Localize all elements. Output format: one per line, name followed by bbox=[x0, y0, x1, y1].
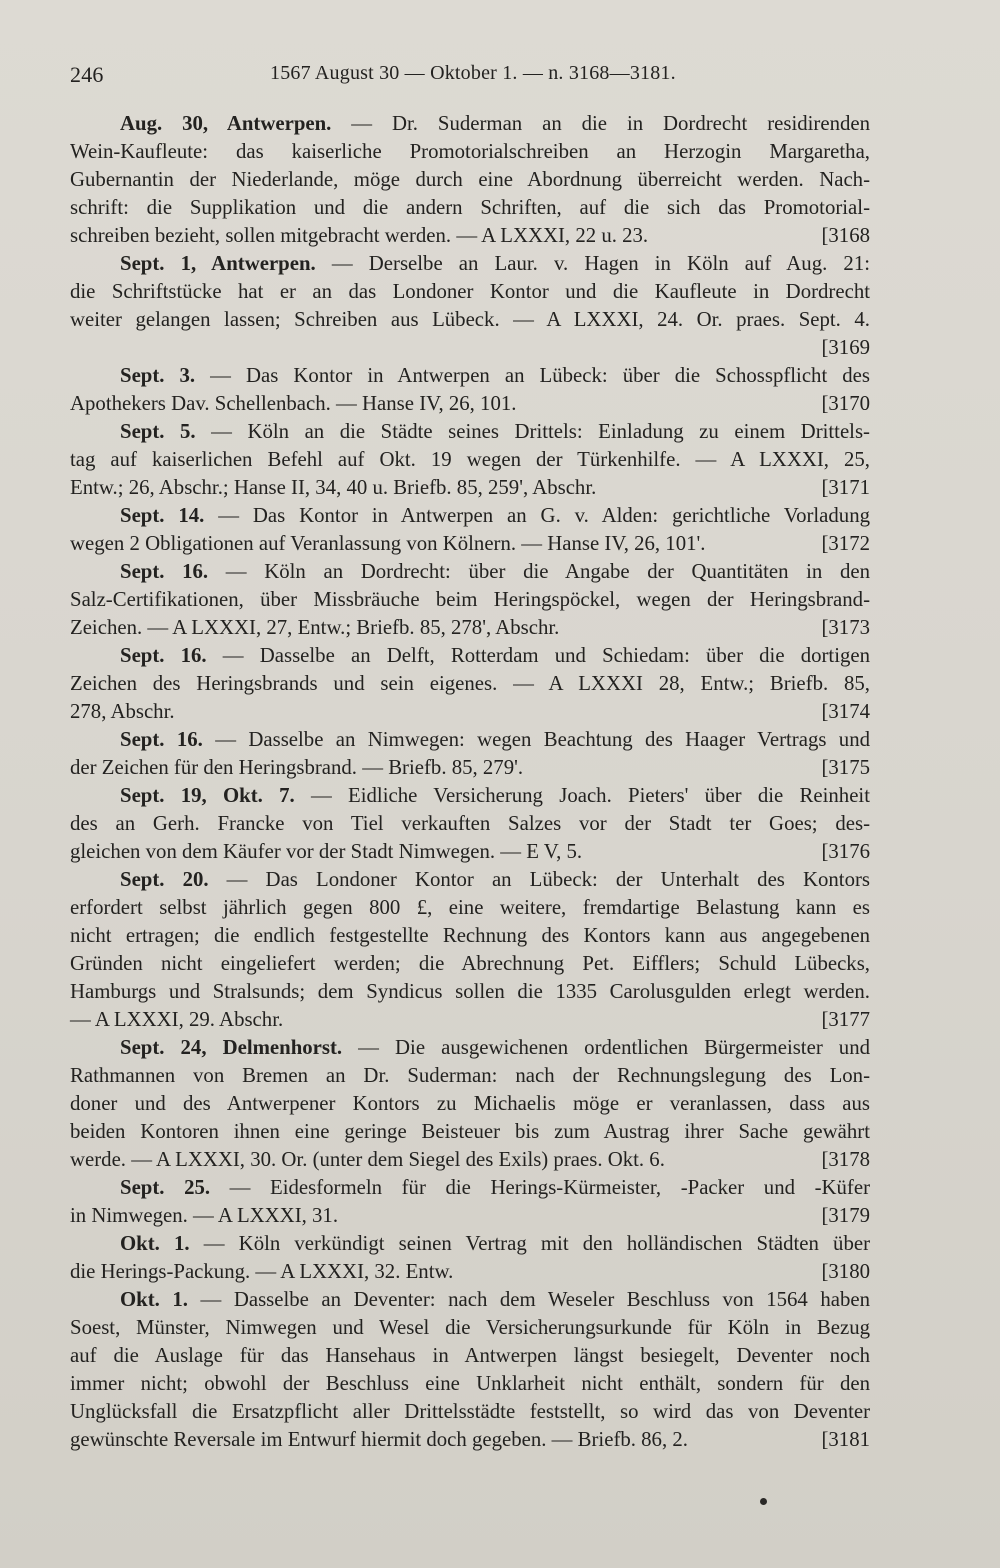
entry-line bbox=[70, 1370, 870, 1398]
entry-line bbox=[70, 278, 870, 306]
entry-number: [3169 bbox=[821, 336, 870, 359]
entry-first-line bbox=[70, 502, 870, 530]
entry-line bbox=[70, 838, 870, 866]
entry-date: Sept. 24, Delmenhorst. bbox=[120, 1036, 343, 1059]
entry-text: — Dr. Suderman an die in Dordrecht residirenden bbox=[331, 112, 871, 135]
entry-text: werde. — A LXXXI, 30. Or. (unter dem Siegel des Exils) praes. Okt. 6. bbox=[70, 1148, 665, 1171]
entry-number: [3174 bbox=[821, 700, 870, 723]
entry-date: Sept. 14. bbox=[120, 504, 205, 527]
entry bbox=[70, 1034, 870, 1174]
entry-line bbox=[70, 1202, 870, 1230]
entry-line bbox=[70, 334, 870, 362]
entry-text: Wein-Kaufleute: das kaiserliche Promotorialschreiben an Herzogin Margaretha, bbox=[70, 140, 870, 163]
entry-first-line bbox=[70, 866, 870, 894]
entry-text: Unglücksfall die Ersatzpflicht aller Drittelsstädte feststellt, so wird das von Deventer bbox=[70, 1400, 870, 1423]
entry-line bbox=[70, 194, 870, 222]
entry-line bbox=[70, 1314, 870, 1342]
entry-line bbox=[70, 670, 870, 698]
entry-text: — Dasselbe an Nimwegen: wegen Beachtung des Haager Vertrags und bbox=[202, 728, 870, 751]
entry-text: die Schriftstücke hat er an das Londoner Kontor und die Kaufleute in Dordrecht bbox=[70, 280, 870, 303]
entry-text: Soest, Münster, Nimwegen und Wesel die Versicherungsurkunde für Köln in Bezug bbox=[70, 1316, 870, 1339]
entry-text: immer nicht; obwohl der Beschluss eine Unklarheit nicht enthält, sondern für den bbox=[70, 1372, 870, 1395]
regesta-entries bbox=[70, 110, 870, 1454]
entry-date: Sept. 19, Okt. 7. bbox=[120, 784, 295, 807]
entry-line bbox=[70, 222, 870, 250]
entry-number: [3172 bbox=[821, 532, 870, 555]
entry-text: Gubernantin der Niederlande, möge durch eine Abordnung überreicht werden. Nach- bbox=[70, 168, 870, 191]
entry-text: Apothekers Dav. Schellenbach. — Hanse IV, 26, 101. bbox=[70, 392, 517, 415]
entry-text: gleichen von dem Käufer vor der Stadt Nimwegen. — E V, 5. bbox=[70, 840, 583, 863]
entry-first-line bbox=[70, 250, 870, 278]
entry-line bbox=[70, 530, 870, 558]
entry-number: [3179 bbox=[821, 1204, 870, 1227]
entry bbox=[70, 1174, 870, 1230]
entry-number: [3171 bbox=[821, 476, 870, 499]
entry-line bbox=[70, 950, 870, 978]
entry-line bbox=[70, 390, 870, 418]
entry-date: Aug. 30, Antwerpen. bbox=[120, 112, 332, 135]
entry-text: erfordert selbst jährlich gegen 800 £, eine weitere, fremdartige Belastung kann es bbox=[70, 896, 870, 919]
entry-first-line bbox=[70, 558, 870, 586]
entry-number: [3177 bbox=[821, 1008, 870, 1031]
entry bbox=[70, 642, 870, 726]
entry-date: Sept. 1, Antwerpen. bbox=[120, 252, 316, 275]
entry-text: doner und des Antwerpener Kontors zu Michaelis möge er veranlassen, dass aus bbox=[70, 1092, 870, 1115]
entry bbox=[70, 866, 870, 1034]
entry-text: — Eidesformeln für die Herings-Kürmeister, -Packer und -Küfer bbox=[210, 1176, 870, 1199]
entry-line bbox=[70, 1398, 870, 1426]
entry-line bbox=[70, 698, 870, 726]
entry-text: 278, Abschr. bbox=[70, 700, 175, 723]
entry bbox=[70, 726, 870, 782]
entry-number: [3168 bbox=[821, 224, 870, 247]
entry-line bbox=[70, 1118, 870, 1146]
entry-first-line bbox=[70, 362, 870, 390]
entry-date: Sept. 3. bbox=[120, 364, 196, 387]
entry-text: Zeichen. — A LXXXI, 27, Entw.; Briefb. 85, 278', Abschr. bbox=[70, 616, 560, 639]
entry-text: — A LXXXI, 29. Abschr. bbox=[70, 1008, 284, 1031]
entry-number: [3176 bbox=[821, 840, 870, 863]
entry-text: gewünschte Reversale im Entwurf hiermit doch gegeben. — Briefb. 86, 2. bbox=[70, 1428, 688, 1451]
entry-first-line bbox=[70, 1174, 870, 1202]
entry-text: — Das Londoner Kontor an Lübeck: der Unterhalt des Kontors bbox=[208, 868, 870, 891]
entry-date: Sept. 5. bbox=[120, 420, 196, 443]
entry bbox=[70, 418, 870, 502]
entry-line bbox=[70, 166, 870, 194]
entry-text: schreiben bezieht, sollen mitgebracht werden. — A LXXXI, 22 u. 23. bbox=[70, 224, 649, 247]
entry-text: — Das Kontor in Antwerpen an Lübeck: über die Schosspflicht des bbox=[195, 364, 871, 387]
page-header bbox=[70, 62, 870, 92]
entry-number: [3173 bbox=[821, 616, 870, 639]
running-head: 1567 August 30 — Oktober 1. — n. 3168—3181. bbox=[270, 62, 676, 84]
entry-line bbox=[70, 1006, 870, 1034]
entry-text: beiden Kontoren ihnen eine geringe Beisteuer bis zum Austrag ihrer Sache gewährt bbox=[70, 1120, 870, 1143]
entry-text: Gründen nicht eingeliefert werden; die Abrechnung Pet. Eifflers; Schuld Lübecks, bbox=[70, 952, 870, 975]
entry-line bbox=[70, 1426, 870, 1454]
entry bbox=[70, 782, 870, 866]
entry-first-line bbox=[70, 1034, 870, 1062]
entry-text: — Derselbe an Laur. v. Hagen in Köln auf Aug. 21: bbox=[315, 252, 870, 275]
entry-first-line bbox=[70, 1230, 870, 1258]
entry-first-line bbox=[70, 782, 870, 810]
entry-text: tag auf kaiserlichen Befehl auf Okt. 19 wegen der Türkenhilfe. — A LXXXI, 25, bbox=[70, 448, 870, 471]
entry-text: Hamburgs und Stralsunds; dem Syndicus sollen die 1335 Carolusgulden erlegt werden. bbox=[70, 980, 870, 1003]
entry-date: Sept. 16. bbox=[120, 560, 209, 583]
entry-text: auf die Auslage für das Hansehaus in Antwerpen längst besiegelt, Deventer noch bbox=[70, 1344, 870, 1367]
entry-text: — Köln verkündigt seinen Vertrag mit den holländischen Städten über bbox=[189, 1232, 871, 1255]
entry-text: — Köln an Dordrecht: über die Angabe der Quantitäten in den bbox=[208, 560, 870, 583]
entry-text: Entw.; 26, Abschr.; Hanse II, 34, 40 u. Briefb. 85, 259', Abschr. bbox=[70, 476, 597, 499]
page-number: 246 bbox=[70, 62, 104, 87]
entry-text: des an Gerh. Francke von Tiel verkauften Salzes vor der Stadt ter Goes; des- bbox=[70, 812, 870, 835]
entry-line bbox=[70, 1062, 870, 1090]
entry-text: nicht ertragen; die endlich festgestellte Rechnung des Kontors kann aus angegebenen bbox=[70, 924, 870, 947]
entry-line bbox=[70, 1090, 870, 1118]
entry-text: — Dasselbe an Delft, Rotterdam und Schiedam: über die dortigen bbox=[206, 644, 871, 667]
entry-line bbox=[70, 810, 870, 838]
entry-text: — Das Kontor in Antwerpen an G. v. Alden: gerichtliche Vorladung bbox=[204, 504, 870, 527]
entry-line bbox=[70, 894, 870, 922]
entry-line bbox=[70, 446, 870, 474]
entry bbox=[70, 250, 870, 362]
entry-number: [3180 bbox=[821, 1260, 870, 1283]
entry-text: — Köln an die Städte seines Drittels: Einladung zu einem Drittels- bbox=[195, 420, 870, 443]
entry-text: Rathmannen von Bremen an Dr. Suderman: nach der Rechnungslegung des Lon- bbox=[70, 1064, 870, 1087]
entry-date: Sept. 16. bbox=[120, 728, 203, 751]
entry-first-line bbox=[70, 1286, 870, 1314]
entry bbox=[70, 1230, 870, 1286]
entry bbox=[70, 558, 870, 642]
entry-line bbox=[70, 1146, 870, 1174]
entry-text: weiter gelangen lassen; Schreiben aus Lübeck. — A LXXXI, 24. Or. praes. Sept. 4. bbox=[70, 308, 870, 331]
entry-line bbox=[70, 614, 870, 642]
entry-text: in Nimwegen. — A LXXXI, 31. bbox=[70, 1204, 339, 1227]
entry-text: — Die ausgewichenen ordentlichen Bürgermeister und bbox=[342, 1036, 870, 1059]
entry-number: [3181 bbox=[821, 1428, 870, 1451]
entry-line bbox=[70, 754, 870, 782]
entry bbox=[70, 110, 870, 250]
entry-line bbox=[70, 1258, 870, 1286]
entry-line bbox=[70, 1342, 870, 1370]
entry-line bbox=[70, 922, 870, 950]
entry-number: [3170 bbox=[821, 392, 870, 415]
entry-date: Okt. 1. bbox=[120, 1232, 190, 1255]
entry-line bbox=[70, 978, 870, 1006]
entry-first-line bbox=[70, 418, 870, 446]
entry-number: [3175 bbox=[821, 756, 870, 779]
entry-date: Okt. 1. bbox=[120, 1288, 188, 1311]
entry-first-line bbox=[70, 642, 870, 670]
entry-line bbox=[70, 306, 870, 334]
printer-mark bbox=[760, 1498, 767, 1505]
entry-text: — Eidliche Versicherung Joach. Pieters' über die Reinheit bbox=[294, 784, 870, 807]
entry bbox=[70, 362, 870, 418]
entry-number: [3178 bbox=[821, 1148, 870, 1171]
entry-first-line bbox=[70, 726, 870, 754]
entry-date: Sept. 20. bbox=[120, 868, 209, 891]
entry-first-line bbox=[70, 110, 870, 138]
entry-text: Salz-Certifikationen, über Missbräuche beim Heringspöckel, wegen der Heringsbrand- bbox=[70, 588, 870, 611]
entry-line bbox=[70, 138, 870, 166]
entry bbox=[70, 502, 870, 558]
entry-line bbox=[70, 474, 870, 502]
entry-date: Sept. 16. bbox=[120, 644, 207, 667]
entry-text: der Zeichen für den Heringsbrand. — Briefb. 85, 279'. bbox=[70, 756, 524, 779]
entry bbox=[70, 1286, 870, 1454]
entry-text: die Herings-Packung. — A LXXXI, 32. Entw. bbox=[70, 1260, 454, 1283]
entry-date: Sept. 25. bbox=[120, 1176, 211, 1199]
entry-text: Zeichen des Heringsbrands und sein eigenes. — A LXXXI 28, Entw.; Briefb. 85, bbox=[70, 672, 870, 695]
entry-text: — Dasselbe an Deventer: nach dem Weseler Beschluss von 1564 haben bbox=[188, 1288, 870, 1311]
entry-line bbox=[70, 586, 870, 614]
entry-text: wegen 2 Obligationen auf Veranlassung von Kölnern. — Hanse IV, 26, 101'. bbox=[70, 532, 706, 555]
entry-text: schrift: die Supplikation und die andern Schriften, auf die sich das Promotorial- bbox=[70, 196, 870, 219]
